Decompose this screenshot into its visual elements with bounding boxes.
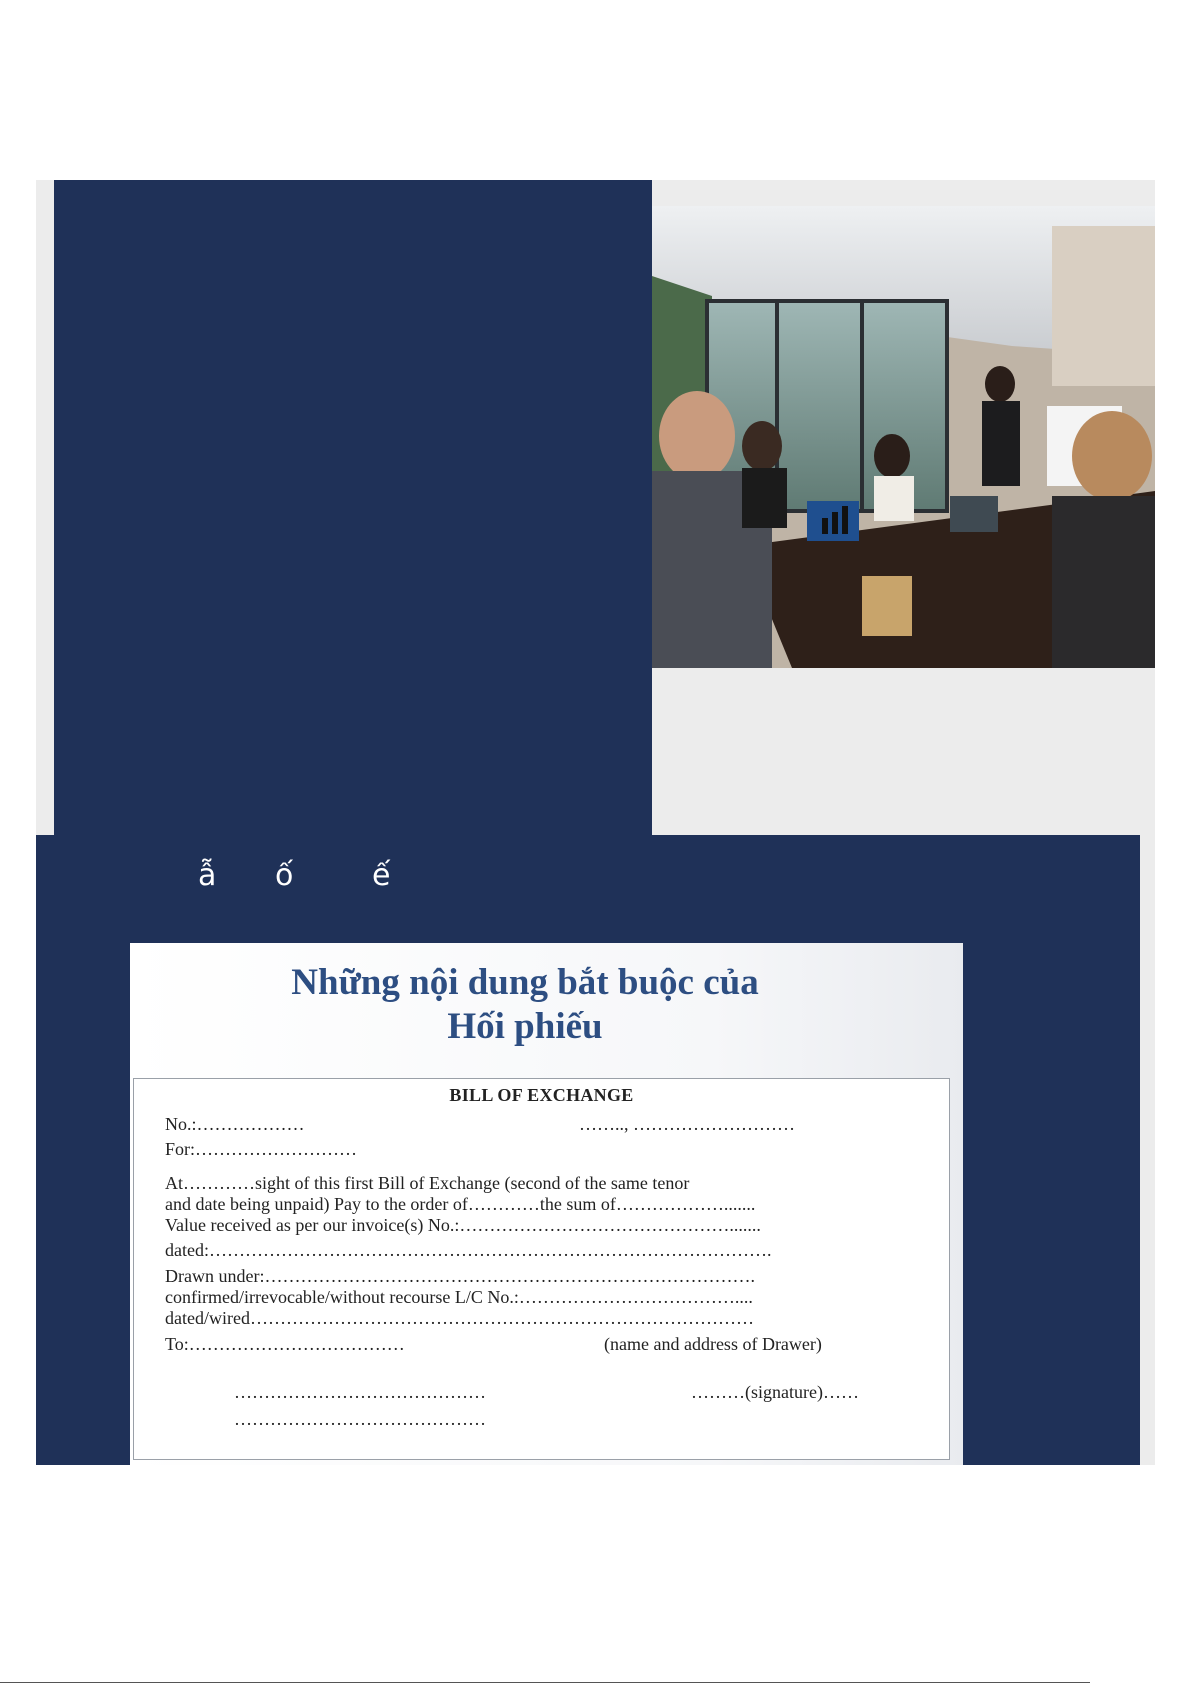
bill-form [133,1078,950,1460]
bill-line-at-sight: At…………sight of this first Bill of Exchange (second of the same tenor [165,1173,690,1193]
heading-fragment-1: ẫ [198,858,217,893]
navy-panel-top [54,180,652,835]
doc-title-line-1: Những nội dung bắt buộc của [291,962,759,1003]
bill-heading: BILL OF EXCHANGE [449,1085,634,1105]
meeting-room-photo [652,206,1155,668]
bill-line-drawn-under: Drawn under:………………………………………………………………………. [165,1266,755,1286]
bill-line-blank-2: …………………………………… [234,1409,486,1429]
bill-line-value-received: Value received as per our invoice(s) No.:………………………………………....... [165,1215,761,1235]
bill-line-lc-no: confirmed/irrevocable/without recourse L/C No.:……………………………….... [165,1287,753,1307]
bill-line-signature: ………(signature)…… [691,1382,859,1402]
bill-line-drawer: (name and address of Drawer) [604,1334,822,1354]
doc-title-line-2: Hối phiếu [447,1006,603,1047]
bill-line-place-date: …….., ……………………… [579,1114,795,1134]
heading-fragment-2: ố [275,858,294,893]
bill-line-blank-1: …………………………………… [234,1382,486,1402]
bill-line-pay-order: and date being unpaid) Pay to the order of…………the sum of………………....... [165,1194,756,1214]
bill-line-to: To:……………………………… [165,1334,405,1354]
footer-rule [0,1682,1090,1683]
heading-fragment-3: ế [372,858,391,893]
bill-line-dated-wired: dated/wired………………………………………………………………………… [165,1308,754,1328]
bill-line-for: For:……………………… [165,1139,358,1159]
bill-line-dated: dated:…………………………………………………………………………………. [165,1240,772,1260]
bill-line-no: No.:……………… [165,1114,305,1134]
